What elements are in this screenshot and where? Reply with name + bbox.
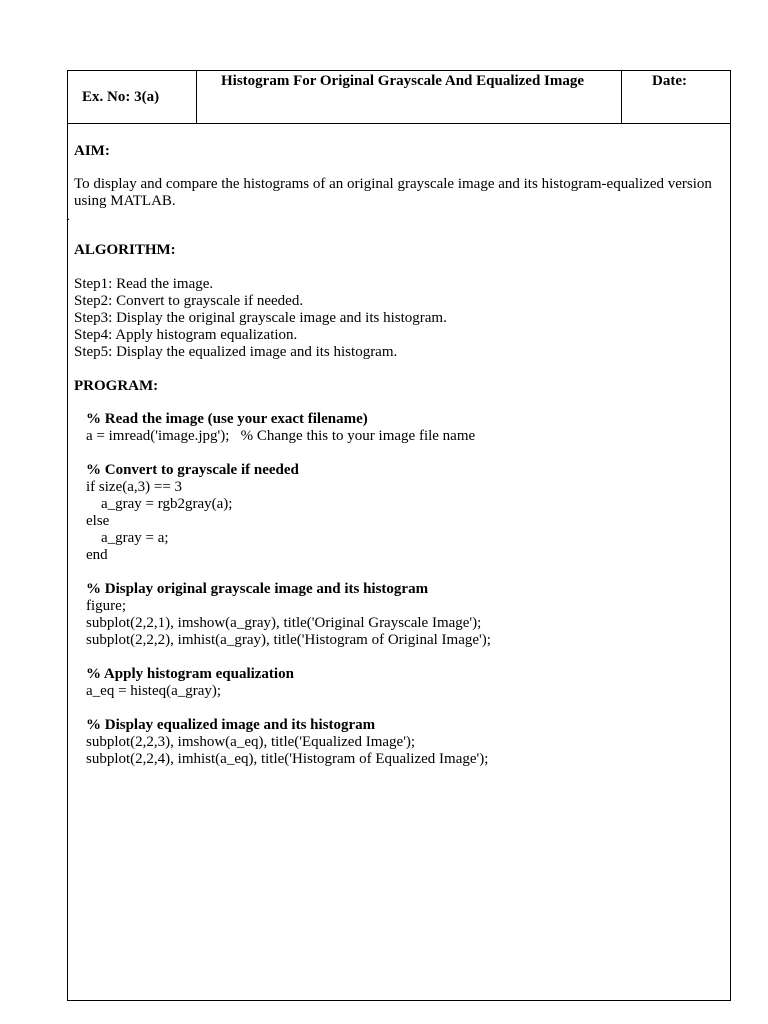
document-frame	[67, 70, 731, 1001]
code-comment: % Display equalized image and its histogram	[86, 717, 376, 733]
program-code	[74, 411, 724, 768]
exercise-number-cell	[68, 71, 197, 123]
exercise-number: Ex. No: 3(a)	[82, 89, 160, 105]
code-line: else	[86, 513, 110, 529]
code-comment: % Apply histogram equalization	[86, 666, 294, 682]
code-line: subplot(2,2,3), imshow(a_eq), title('Equalized Image');	[86, 734, 416, 750]
document-title: Histogram For Original Grayscale And Equalized Image	[221, 73, 585, 89]
program-heading: PROGRAM:	[74, 378, 159, 394]
code-comment: % Convert to grayscale if needed	[86, 462, 299, 478]
title-cell	[197, 71, 622, 123]
code-line: figure;	[86, 598, 126, 614]
code-line: if size(a,3) == 3	[86, 479, 183, 495]
algorithm-steps	[74, 276, 724, 361]
algorithm-heading: ALGORITHM:	[74, 242, 176, 258]
header-row	[68, 71, 730, 124]
code-line: a = imread('image.jpg'); % Change this to your image file name	[86, 428, 476, 444]
aim-text: To display and compare the histograms of an original grayscale image and its histogram-equalized version using MATLAB.	[74, 176, 712, 209]
code-comment: % Read the image (use your exact filename)	[86, 411, 368, 427]
algorithm-step: Step2: Convert to grayscale if needed.	[74, 293, 304, 309]
aim-heading: AIM:	[74, 143, 110, 159]
code-line: end	[86, 547, 108, 563]
algorithm-step: Step1: Read the image.	[74, 276, 214, 292]
algorithm-step: Step4: Apply histogram equalization.	[74, 327, 298, 343]
code-line: subplot(2,2,4), imhist(a_eq), title('Histogram of Equalized Image');	[86, 751, 489, 767]
code-line: subplot(2,2,1), imshow(a_gray), title('Original Grayscale Image');	[86, 615, 482, 631]
code-line: a_gray = a;	[86, 530, 169, 546]
code-line: a_gray = rgb2gray(a);	[86, 496, 233, 512]
code-comment: % Display original grayscale image and its histogram	[86, 581, 429, 597]
code-line: subplot(2,2,2), imhist(a_gray), title('Histogram of Original Image');	[86, 632, 491, 648]
algorithm-step: Step5: Display the equalized image and its histogram.	[74, 344, 398, 360]
algorithm-step: Step3: Display the original grayscale image and its histogram.	[74, 310, 447, 326]
code-line: a_eq = histeq(a_gray);	[86, 683, 222, 699]
document-body	[67, 124, 724, 768]
stray-mark: .	[67, 209, 70, 223]
date-label: Date:	[652, 73, 687, 89]
date-cell	[622, 71, 730, 123]
